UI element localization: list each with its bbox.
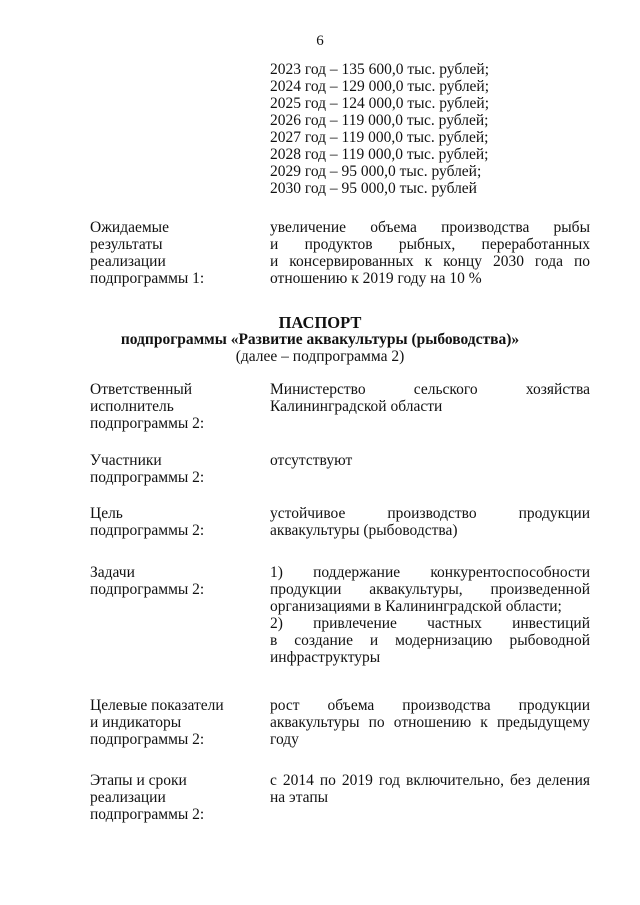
- participants-value: [270, 452, 590, 469]
- label-line: подпрограммы 2:: [90, 469, 205, 486]
- indicators-value: [270, 697, 590, 748]
- responsible-label: [90, 381, 260, 432]
- value-line: увеличение объема производства рыбы: [270, 219, 590, 236]
- goal-value: [270, 505, 590, 539]
- value-line: на этапы: [270, 789, 329, 806]
- label-line: подпрограммы 2:: [90, 581, 205, 598]
- stages-value: [270, 772, 590, 806]
- value-line: продукции аквакультуры, произведенной: [270, 581, 590, 598]
- indicators-label: [90, 697, 260, 748]
- label-line: реализации: [90, 789, 166, 806]
- value-line: Министерство сельского хозяйства: [270, 381, 590, 398]
- value-line: организациями в Калининградской области;: [270, 598, 562, 615]
- value-line: с 2014 по 2019 год включительно, без деления: [270, 772, 590, 789]
- value-line: отношению к 2019 году на 10 %: [270, 270, 482, 287]
- value-line: инфраструктуры: [270, 649, 381, 666]
- label-line: результаты: [90, 236, 163, 253]
- funding-line-2027: 2027 год – 119 000,0 тыс. рублей;: [270, 129, 489, 146]
- label-line: Ответственный: [90, 381, 193, 398]
- goal-label: [90, 505, 260, 539]
- label-line: подпрограммы 2:: [90, 415, 205, 432]
- participants-label: [90, 452, 260, 486]
- funding-line-2023: 2023 год – 135 600,0 тыс. рублей;: [270, 61, 490, 78]
- funding-line-2028: 2028 год – 119 000,0 тыс. рублей;: [270, 146, 489, 163]
- value-line: отсутствуют: [270, 452, 353, 469]
- value-line: 1) поддержание конкурентоспособности: [270, 564, 590, 581]
- page-number: 6: [316, 33, 324, 49]
- label-line: подпрограммы 2:: [90, 806, 205, 823]
- label-line: Цель: [90, 505, 123, 522]
- expected-results-value: [270, 219, 590, 287]
- label-line: Участники: [90, 452, 162, 469]
- label-line: подпрограммы 2:: [90, 522, 205, 539]
- label-line: и индикаторы: [90, 714, 182, 731]
- label-line: подпрограммы 2:: [90, 731, 205, 748]
- value-line: аквакультуры по отношению к предыдущему: [270, 714, 590, 731]
- label-line: реализации: [90, 253, 166, 270]
- value-line: в создание и модернизацию рыбоводной: [270, 632, 590, 649]
- responsible-value: [270, 381, 590, 415]
- label-line: Целевые показатели: [90, 697, 224, 714]
- tasks-value: [270, 564, 590, 666]
- funding-line-2024: 2024 год – 129 000,0 тыс. рублей;: [270, 78, 490, 95]
- value-line: 2) привлечение частных инвестиций: [270, 615, 590, 632]
- label-line: исполнитель: [90, 398, 174, 415]
- value-line: устойчивое производство продукции: [270, 505, 590, 522]
- label-line: Задачи: [90, 564, 135, 581]
- value-line: и консервированных к концу 2030 года по: [270, 253, 590, 270]
- funding-line-2026: 2026 год – 119 000,0 тыс. рублей;: [270, 112, 489, 129]
- funding-by-year-list: [270, 61, 600, 197]
- value-line: Калининградской области: [270, 398, 443, 415]
- value-line: рост объема производства продукции: [270, 697, 590, 714]
- label-line: Этапы и сроки: [90, 772, 187, 789]
- funding-line-2029: 2029 год – 95 000,0 тыс. рублей;: [270, 163, 482, 180]
- funding-line-2025: 2025 год – 124 000,0 тыс. рублей;: [270, 95, 490, 112]
- value-line: аквакультуры (рыбоводства): [270, 522, 458, 539]
- passport-note: (далее – подпрограмма 2): [235, 348, 405, 365]
- value-line: году: [270, 731, 299, 748]
- passport-subtitle: подпрограммы «Развитие аквакультуры (рыбоводства)»: [120, 331, 520, 348]
- label-line: Ожидаемые: [90, 219, 169, 236]
- expected-results-label: [90, 219, 260, 287]
- stages-label: [90, 772, 260, 823]
- label-line: подпрограммы 1:: [90, 270, 205, 287]
- value-line: и продуктов рыбных, переработанных: [270, 236, 590, 253]
- tasks-label: [90, 564, 260, 598]
- passport-title: ПАСПОРТ: [278, 313, 362, 332]
- funding-line-2030: 2030 год – 95 000,0 тыс. рублей: [270, 180, 477, 197]
